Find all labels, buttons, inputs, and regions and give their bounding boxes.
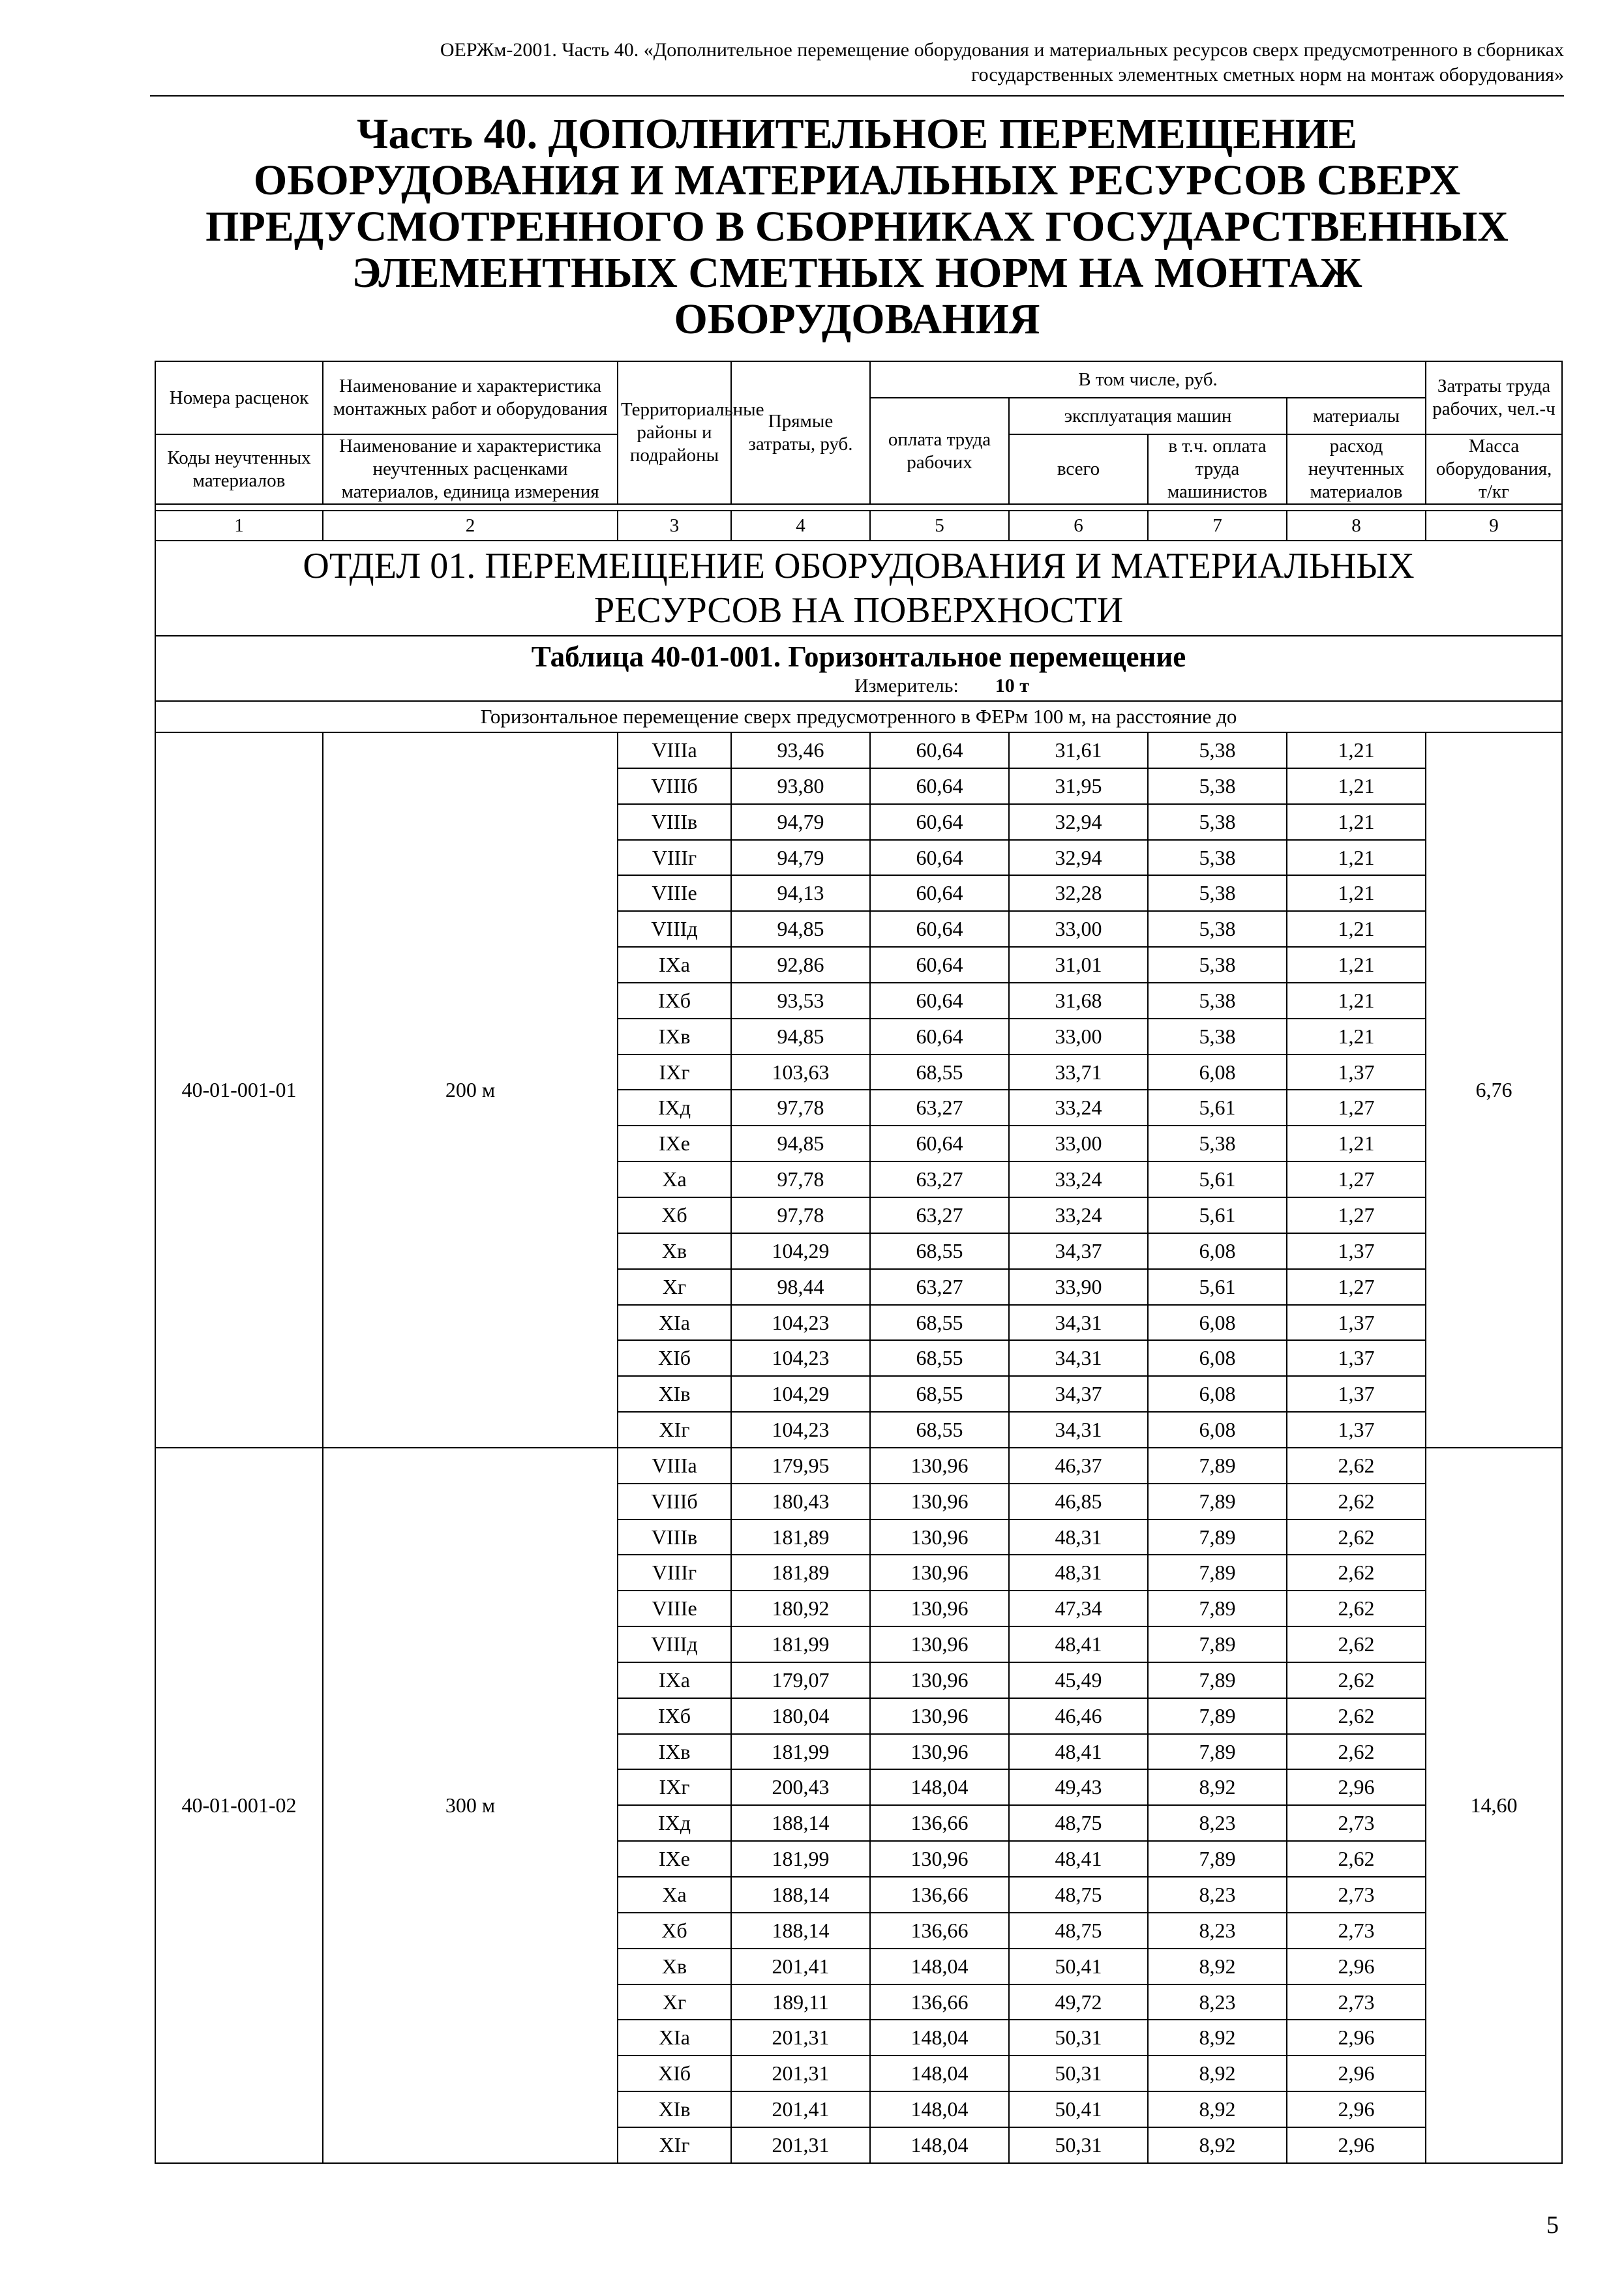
territorial-region: IXб xyxy=(618,1698,731,1734)
machines-total: 33,24 xyxy=(1009,1090,1148,1126)
machines-total: 50,31 xyxy=(1009,2020,1148,2056)
worker-pay: 148,04 xyxy=(870,2056,1009,2091)
header-work-name: Наименование и характеристика монтажных работ и оборудования xyxy=(323,361,618,434)
territorial-region: IXа xyxy=(618,1662,731,1698)
machines-total: 45,49 xyxy=(1009,1662,1148,1698)
material-consumption: 2,62 xyxy=(1287,1698,1426,1734)
direct-costs: 94,85 xyxy=(731,911,870,947)
column-number: 9 xyxy=(1426,511,1562,541)
territorial-region: VIIIв xyxy=(618,804,731,840)
material-consumption: 2,62 xyxy=(1287,1591,1426,1626)
machinist-pay: 5,38 xyxy=(1148,1019,1287,1055)
territorial-region: IXв xyxy=(618,1734,731,1770)
column-number: 6 xyxy=(1009,511,1148,541)
machines-total: 33,24 xyxy=(1009,1197,1148,1233)
worker-pay: 136,66 xyxy=(870,1805,1009,1841)
territorial-region: VIIIв xyxy=(618,1519,731,1555)
worker-pay: 68,55 xyxy=(870,1233,1009,1269)
machines-total: 48,41 xyxy=(1009,1734,1148,1770)
territorial-region: XIа xyxy=(618,1305,731,1341)
direct-costs: 94,79 xyxy=(731,804,870,840)
worker-pay: 130,96 xyxy=(870,1734,1009,1770)
material-consumption: 1,21 xyxy=(1287,768,1426,804)
material-consumption: 1,37 xyxy=(1287,1412,1426,1448)
machinist-pay: 8,23 xyxy=(1148,1984,1287,2020)
machinist-pay: 6,08 xyxy=(1148,1055,1287,1090)
worker-pay: 68,55 xyxy=(870,1376,1009,1412)
material-consumption: 2,73 xyxy=(1287,1984,1426,2020)
material-consumption: 2,96 xyxy=(1287,2020,1426,2056)
header-labor-costs: Затраты труда рабочих, чел.-ч xyxy=(1426,361,1562,434)
worker-pay: 60,64 xyxy=(870,1019,1009,1055)
machines-total: 50,41 xyxy=(1009,1949,1148,1984)
header-worker-pay: оплата труда рабочих xyxy=(870,398,1009,504)
machines-total: 34,37 xyxy=(1009,1376,1148,1412)
machines-total: 50,31 xyxy=(1009,2127,1148,2163)
direct-costs: 201,31 xyxy=(731,2020,870,2056)
machinist-pay: 5,38 xyxy=(1148,768,1287,804)
header-gap xyxy=(155,504,1562,511)
rate-code: 40-01-001-01 xyxy=(155,732,323,1448)
machines-total: 32,28 xyxy=(1009,875,1148,911)
worker-pay: 148,04 xyxy=(870,2127,1009,2163)
material-consumption: 1,21 xyxy=(1287,732,1426,768)
direct-costs: 94,13 xyxy=(731,875,870,911)
worker-pay: 148,04 xyxy=(870,2091,1009,2127)
direct-costs: 181,99 xyxy=(731,1841,870,1877)
machinist-pay: 5,38 xyxy=(1148,1126,1287,1161)
direct-costs: 94,85 xyxy=(731,1126,870,1161)
direct-costs: 181,89 xyxy=(731,1555,870,1591)
machinist-pay: 6,08 xyxy=(1148,1376,1287,1412)
table-subtitle: Горизонтальное перемещение сверх предусмотренного в ФЕРм 100 м, на расстояние до xyxy=(155,701,1562,732)
direct-costs: 179,95 xyxy=(731,1448,870,1484)
rate-code: 40-01-001-02 xyxy=(155,1448,323,2163)
material-consumption: 1,27 xyxy=(1287,1161,1426,1197)
worker-pay: 63,27 xyxy=(870,1269,1009,1305)
material-consumption: 2,73 xyxy=(1287,1877,1426,1913)
worker-pay: 68,55 xyxy=(870,1055,1009,1090)
material-consumption: 2,96 xyxy=(1287,2056,1426,2091)
column-number: 4 xyxy=(731,511,870,541)
worker-pay: 130,96 xyxy=(870,1555,1009,1591)
territorial-region: VIIIб xyxy=(618,1484,731,1519)
machinist-pay: 7,89 xyxy=(1148,1698,1287,1734)
machines-total: 34,31 xyxy=(1009,1305,1148,1341)
column-number: 7 xyxy=(1148,511,1287,541)
machines-total: 33,90 xyxy=(1009,1269,1148,1305)
territorial-region: IXг xyxy=(618,1769,731,1805)
machinist-pay: 5,38 xyxy=(1148,732,1287,768)
machinist-pay: 8,92 xyxy=(1148,1769,1287,1805)
territorial-region: VIIIе xyxy=(618,875,731,911)
worker-pay: 148,04 xyxy=(870,1949,1009,1984)
machines-total: 33,00 xyxy=(1009,911,1148,947)
material-consumption: 1,21 xyxy=(1287,947,1426,983)
machines-total: 32,94 xyxy=(1009,840,1148,876)
territorial-region: VIIIе xyxy=(618,1591,731,1626)
direct-costs: 104,23 xyxy=(731,1305,870,1341)
table-subtitle-row xyxy=(155,701,1562,732)
worker-pay: 63,27 xyxy=(870,1197,1009,1233)
worker-pay: 130,96 xyxy=(870,1626,1009,1662)
machines-total: 48,41 xyxy=(1009,1626,1148,1662)
header-rule xyxy=(150,95,1564,97)
territorial-region: VIIIа xyxy=(618,1448,731,1484)
material-consumption: 2,62 xyxy=(1287,1841,1426,1877)
direct-costs: 180,04 xyxy=(731,1698,870,1734)
machines-total: 32,94 xyxy=(1009,804,1148,840)
material-consumption: 2,73 xyxy=(1287,1913,1426,1949)
direct-costs: 97,78 xyxy=(731,1090,870,1126)
direct-costs: 181,89 xyxy=(731,1519,870,1555)
title-line: ЭЛЕМЕНТНЫХ СМЕТНЫХ НОРМ НА МОНТАЖ xyxy=(352,249,1362,297)
machinist-pay: 8,92 xyxy=(1148,2091,1287,2127)
page-title xyxy=(150,111,1564,342)
direct-costs: 98,44 xyxy=(731,1269,870,1305)
worker-pay: 60,64 xyxy=(870,840,1009,876)
direct-costs: 201,41 xyxy=(731,1949,870,1984)
machines-total: 49,43 xyxy=(1009,1769,1148,1805)
territorial-region: XIг xyxy=(618,2127,731,2163)
material-consumption: 1,37 xyxy=(1287,1055,1426,1090)
material-consumption: 2,62 xyxy=(1287,1448,1426,1484)
worker-pay: 148,04 xyxy=(870,2020,1009,2056)
territorial-region: Xв xyxy=(618,1233,731,1269)
worker-pay: 63,27 xyxy=(870,1161,1009,1197)
labor-costs: 6,76 xyxy=(1426,732,1562,1448)
worker-pay: 60,64 xyxy=(870,1126,1009,1161)
machines-total: 47,34 xyxy=(1009,1591,1148,1626)
material-consumption: 1,27 xyxy=(1287,1090,1426,1126)
machines-total: 46,37 xyxy=(1009,1448,1148,1484)
machines-total: 33,71 xyxy=(1009,1055,1148,1090)
header-machinist-pay: в т.ч. оплата труда машинистов xyxy=(1148,434,1287,504)
direct-costs: 201,31 xyxy=(731,2127,870,2163)
territorial-region: IXг xyxy=(618,1055,731,1090)
machinist-pay: 5,38 xyxy=(1148,875,1287,911)
direct-costs: 104,29 xyxy=(731,1376,870,1412)
material-consumption: 1,21 xyxy=(1287,1126,1426,1161)
direct-costs: 92,86 xyxy=(731,947,870,983)
worker-pay: 60,64 xyxy=(870,875,1009,911)
header-including: В том числе, руб. xyxy=(870,361,1426,398)
machinist-pay: 7,89 xyxy=(1148,1484,1287,1519)
worker-pay: 60,64 xyxy=(870,911,1009,947)
direct-costs: 201,31 xyxy=(731,2056,870,2091)
territorial-region: IXд xyxy=(618,1090,731,1126)
material-consumption: 2,96 xyxy=(1287,1949,1426,1984)
machines-total: 48,31 xyxy=(1009,1555,1148,1591)
machinist-pay: 8,23 xyxy=(1148,1877,1287,1913)
worker-pay: 130,96 xyxy=(870,1698,1009,1734)
machinist-pay: 8,92 xyxy=(1148,1949,1287,1984)
machinist-pay: 6,08 xyxy=(1148,1340,1287,1376)
machinist-pay: 7,89 xyxy=(1148,1591,1287,1626)
worker-pay: 136,66 xyxy=(870,1984,1009,2020)
material-consumption: 1,37 xyxy=(1287,1340,1426,1376)
direct-costs: 93,80 xyxy=(731,768,870,804)
machines-total: 33,00 xyxy=(1009,1126,1148,1161)
direct-costs: 200,43 xyxy=(731,1769,870,1805)
machines-total: 31,61 xyxy=(1009,732,1148,768)
worker-pay: 130,96 xyxy=(870,1519,1009,1555)
title-line: ПРЕДУСМОТРЕННОГО В СБОРНИКАХ ГОСУДАРСТВЕННЫХ xyxy=(205,203,1509,250)
running-header-line1: ОЕРЖм-2001. Часть 40. «Дополнительное перемещение оборудования и материальных ресурсов сверх предусмотренного в сборниках xyxy=(440,39,1564,61)
column-number: 2 xyxy=(323,511,618,541)
territorial-region: Xа xyxy=(618,1161,731,1197)
worker-pay: 130,96 xyxy=(870,1591,1009,1626)
territorial-region: IXа xyxy=(618,947,731,983)
territorial-region: Xг xyxy=(618,1269,731,1305)
table-row xyxy=(155,732,1562,768)
machines-total: 50,31 xyxy=(1009,2056,1148,2091)
machines-total: 48,41 xyxy=(1009,1841,1148,1877)
territorial-region: XIб xyxy=(618,2056,731,2091)
machinist-pay: 7,89 xyxy=(1148,1841,1287,1877)
material-consumption: 1,27 xyxy=(1287,1269,1426,1305)
direct-costs: 181,99 xyxy=(731,1734,870,1770)
machines-total: 48,75 xyxy=(1009,1913,1148,1949)
machines-total: 34,31 xyxy=(1009,1340,1148,1376)
direct-costs: 188,14 xyxy=(731,1913,870,1949)
territorial-region: Xб xyxy=(618,1913,731,1949)
worker-pay: 68,55 xyxy=(870,1340,1009,1376)
measure-label: Измеритель: xyxy=(854,675,959,696)
territorial-region: IXв xyxy=(618,1019,731,1055)
machinist-pay: 5,61 xyxy=(1148,1197,1287,1233)
worker-pay: 63,27 xyxy=(870,1090,1009,1126)
territorial-region: VIIIб xyxy=(618,768,731,804)
material-consumption: 2,62 xyxy=(1287,1484,1426,1519)
machinist-pay: 8,23 xyxy=(1148,1805,1287,1841)
worker-pay: 130,96 xyxy=(870,1841,1009,1877)
material-consumption: 1,37 xyxy=(1287,1305,1426,1341)
column-number: 8 xyxy=(1287,511,1426,541)
worker-pay: 60,64 xyxy=(870,804,1009,840)
territorial-region: XIг xyxy=(618,1412,731,1448)
territorial-region: VIIIд xyxy=(618,1626,731,1662)
header-material-consumption: расход неучтенных материалов xyxy=(1287,434,1426,504)
worker-pay: 148,04 xyxy=(870,1769,1009,1805)
machines-total: 49,72 xyxy=(1009,1984,1148,2020)
machinist-pay: 7,89 xyxy=(1148,1519,1287,1555)
running-header-line2: государственных элементных сметных норм на монтаж оборудования» xyxy=(971,64,1564,85)
territorial-region: VIIIа xyxy=(618,732,731,768)
header-materials: материалы xyxy=(1287,398,1426,434)
territorial-region: Xб xyxy=(618,1197,731,1233)
machinist-pay: 5,38 xyxy=(1148,947,1287,983)
material-consumption: 2,62 xyxy=(1287,1626,1426,1662)
header-equipment-mass: Масса оборудования, т/кг xyxy=(1426,434,1562,504)
direct-costs: 188,14 xyxy=(731,1805,870,1841)
header-machines-total: всего xyxy=(1009,434,1148,504)
section-title xyxy=(155,541,1562,636)
work-name: 200 м xyxy=(323,732,618,1448)
header-material-name: Наименование и характеристика неучтенных расценками материалов, единица измерения xyxy=(323,434,618,504)
machines-total: 48,75 xyxy=(1009,1805,1148,1841)
material-consumption: 1,21 xyxy=(1287,840,1426,876)
worker-pay: 68,55 xyxy=(870,1305,1009,1341)
machinist-pay: 5,38 xyxy=(1148,840,1287,876)
measure-line xyxy=(158,674,1559,698)
material-consumption: 1,21 xyxy=(1287,983,1426,1019)
machinist-pay: 5,38 xyxy=(1148,911,1287,947)
direct-costs: 188,14 xyxy=(731,1877,870,1913)
work-name: 300 м xyxy=(323,1448,618,2163)
territorial-region: VIIIг xyxy=(618,840,731,876)
machines-total: 48,31 xyxy=(1009,1519,1148,1555)
section-title-line: ОТДЕЛ 01. ПЕРЕМЕЩЕНИЕ ОБОРУДОВАНИЯ И МАТЕРИАЛЬНЫХ xyxy=(303,546,1415,586)
territorial-region: Xг xyxy=(618,1984,731,2020)
machines-total: 46,85 xyxy=(1009,1484,1148,1519)
worker-pay: 60,64 xyxy=(870,732,1009,768)
territorial-region: Xа xyxy=(618,1877,731,1913)
worker-pay: 130,96 xyxy=(870,1484,1009,1519)
material-consumption: 2,62 xyxy=(1287,1734,1426,1770)
machinist-pay: 6,08 xyxy=(1148,1233,1287,1269)
material-consumption: 1,37 xyxy=(1287,1233,1426,1269)
running-header xyxy=(150,38,1564,87)
column-number: 1 xyxy=(155,511,323,541)
machinist-pay: 5,61 xyxy=(1148,1090,1287,1126)
worker-pay: 136,66 xyxy=(870,1877,1009,1913)
direct-costs: 93,53 xyxy=(731,983,870,1019)
territorial-region: IXе xyxy=(618,1841,731,1877)
machines-total: 34,37 xyxy=(1009,1233,1148,1269)
territorial-region: XIв xyxy=(618,2091,731,2127)
direct-costs: 97,78 xyxy=(731,1197,870,1233)
machines-total: 33,24 xyxy=(1009,1161,1148,1197)
header-direct-costs: Прямые затраты, руб. xyxy=(731,361,870,504)
worker-pay: 60,64 xyxy=(870,983,1009,1019)
machinist-pay: 5,38 xyxy=(1148,804,1287,840)
territorial-region: IXе xyxy=(618,1126,731,1161)
labor-costs: 14,60 xyxy=(1426,1448,1562,2163)
material-consumption: 1,21 xyxy=(1287,875,1426,911)
table-title: Таблица 40-01-001. Горизонтальное перемещение xyxy=(531,640,1186,673)
machines-total: 50,41 xyxy=(1009,2091,1148,2127)
worker-pay: 130,96 xyxy=(870,1662,1009,1698)
territorial-region: Xв xyxy=(618,1949,731,1984)
material-consumption: 1,27 xyxy=(1287,1197,1426,1233)
material-consumption: 2,96 xyxy=(1287,1769,1426,1805)
material-consumption: 2,73 xyxy=(1287,1805,1426,1841)
direct-costs: 181,99 xyxy=(731,1626,870,1662)
worker-pay: 60,64 xyxy=(870,768,1009,804)
material-consumption: 1,21 xyxy=(1287,804,1426,840)
material-consumption: 1,21 xyxy=(1287,911,1426,947)
machinist-pay: 8,92 xyxy=(1148,2056,1287,2091)
machinist-pay: 7,89 xyxy=(1148,1448,1287,1484)
worker-pay: 136,66 xyxy=(870,1913,1009,1949)
measure-value: 10 т xyxy=(995,675,1030,696)
machinist-pay: 8,92 xyxy=(1148,2127,1287,2163)
direct-costs: 104,29 xyxy=(731,1233,870,1269)
material-consumption: 2,62 xyxy=(1287,1662,1426,1698)
machinist-pay: 5,61 xyxy=(1148,1161,1287,1197)
column-number: 5 xyxy=(870,511,1009,541)
rates-table xyxy=(155,361,1563,2164)
material-consumption: 2,62 xyxy=(1287,1555,1426,1591)
machinist-pay: 7,89 xyxy=(1148,1626,1287,1662)
title-line: ОБОРУДОВАНИЯ xyxy=(674,295,1040,343)
machines-total: 34,31 xyxy=(1009,1412,1148,1448)
material-consumption: 1,37 xyxy=(1287,1376,1426,1412)
machines-total: 46,46 xyxy=(1009,1698,1148,1734)
machines-total: 31,68 xyxy=(1009,983,1148,1019)
header-material-codes: Коды неучтенных материалов xyxy=(155,434,323,504)
machines-total: 33,00 xyxy=(1009,1019,1148,1055)
section-title-line: РЕСУРСОВ НА ПОВЕРХНОСТИ xyxy=(594,590,1124,631)
direct-costs: 94,79 xyxy=(731,840,870,876)
direct-costs: 94,85 xyxy=(731,1019,870,1055)
machines-total: 31,01 xyxy=(1009,947,1148,983)
page-number: 5 xyxy=(1546,2211,1559,2239)
territorial-region: XIа xyxy=(618,2020,731,2056)
territorial-region: IXд xyxy=(618,1805,731,1841)
worker-pay: 130,96 xyxy=(870,1448,1009,1484)
header-machine-operation: эксплуатация машин xyxy=(1009,398,1287,434)
title-line: Часть 40. ДОПОЛНИТЕЛЬНОЕ ПЕРЕМЕЩЕНИЕ xyxy=(357,110,1357,158)
material-consumption: 2,62 xyxy=(1287,1519,1426,1555)
direct-costs: 103,63 xyxy=(731,1055,870,1090)
territorial-region: IXб xyxy=(618,983,731,1019)
column-number: 3 xyxy=(618,511,731,541)
material-consumption: 2,96 xyxy=(1287,2091,1426,2127)
direct-costs: 104,23 xyxy=(731,1412,870,1448)
title-line: ОБОРУДОВАНИЯ И МАТЕРИАЛЬНЫХ РЕСУРСОВ СВЕРХ xyxy=(253,157,1461,204)
header-rate-numbers: Номера расценок xyxy=(155,361,323,434)
direct-costs: 180,92 xyxy=(731,1591,870,1626)
territorial-region: VIIIг xyxy=(618,1555,731,1591)
machinist-pay: 6,08 xyxy=(1148,1412,1287,1448)
machinist-pay: 8,92 xyxy=(1148,2020,1287,2056)
territorial-region: VIIIд xyxy=(618,911,731,947)
worker-pay: 68,55 xyxy=(870,1412,1009,1448)
direct-costs: 201,41 xyxy=(731,2091,870,2127)
direct-costs: 104,23 xyxy=(731,1340,870,1376)
direct-costs: 97,78 xyxy=(731,1161,870,1197)
worker-pay: 60,64 xyxy=(870,947,1009,983)
direct-costs: 179,07 xyxy=(731,1662,870,1698)
machinist-pay: 6,08 xyxy=(1148,1305,1287,1341)
table-title-row xyxy=(155,636,1562,701)
machinist-pay: 7,89 xyxy=(1148,1734,1287,1770)
material-consumption: 1,21 xyxy=(1287,1019,1426,1055)
machines-total: 48,75 xyxy=(1009,1877,1148,1913)
machinist-pay: 7,89 xyxy=(1148,1662,1287,1698)
territorial-region: XIв xyxy=(618,1376,731,1412)
machinist-pay: 5,38 xyxy=(1148,983,1287,1019)
direct-costs: 180,43 xyxy=(731,1484,870,1519)
machinist-pay: 5,61 xyxy=(1148,1269,1287,1305)
header-territorial-regions: Территориальные районы и подрайоны xyxy=(618,361,731,504)
machinist-pay: 8,23 xyxy=(1148,1913,1287,1949)
direct-costs: 189,11 xyxy=(731,1984,870,2020)
column-numbers-row xyxy=(155,511,1562,541)
machines-total: 31,95 xyxy=(1009,768,1148,804)
direct-costs: 93,46 xyxy=(731,732,870,768)
territorial-region: XIб xyxy=(618,1340,731,1376)
table-row xyxy=(155,1448,1562,1484)
machinist-pay: 7,89 xyxy=(1148,1555,1287,1591)
section-title-row xyxy=(155,541,1562,636)
material-consumption: 2,96 xyxy=(1287,2127,1426,2163)
